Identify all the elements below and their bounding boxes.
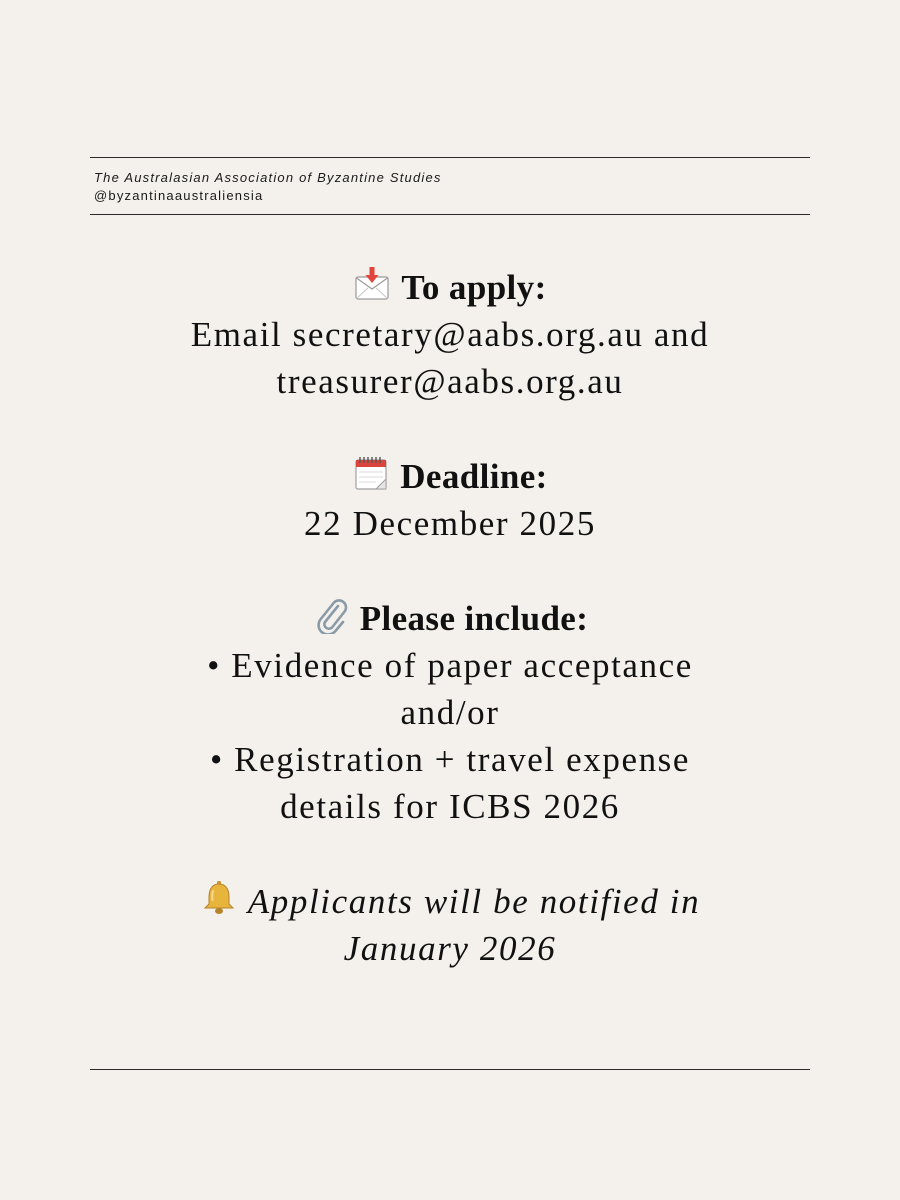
include-line: and/or	[400, 693, 500, 732]
notice-line: January 2026	[343, 929, 557, 968]
social-handle: @byzantinaaustraliensia	[94, 188, 264, 203]
include-line: • Registration + travel expense	[209, 740, 691, 779]
header-divider	[90, 214, 810, 215]
paperclip-icon	[312, 596, 350, 634]
apply-section	[90, 264, 810, 405]
notice-section	[90, 878, 810, 972]
header	[94, 169, 442, 205]
bottom-divider	[90, 1069, 810, 1070]
apply-line: treasurer@aabs.org.au	[276, 362, 624, 401]
top-divider	[90, 157, 810, 158]
include-line: • Evidence of paper acceptance	[207, 646, 693, 685]
apply-heading: To apply:	[401, 268, 547, 307]
main-content	[90, 264, 810, 972]
envelope-arrow-icon	[353, 265, 391, 303]
include-heading: Please include:	[359, 599, 589, 638]
bell-icon	[200, 879, 238, 917]
apply-line: Email secretary@aabs.org.au and	[190, 315, 710, 354]
deadline-heading: Deadline:	[400, 457, 548, 496]
include-line: details for ICBS 2026	[280, 787, 620, 826]
calendar-icon	[352, 454, 390, 492]
deadline-date: 22 December 2025	[304, 504, 596, 543]
notice-line: Applicants will be notified in	[247, 882, 701, 921]
deadline-section	[90, 453, 810, 547]
organization-name: The Australasian Association of Byzantine Studies	[94, 170, 442, 185]
include-section	[90, 595, 810, 830]
